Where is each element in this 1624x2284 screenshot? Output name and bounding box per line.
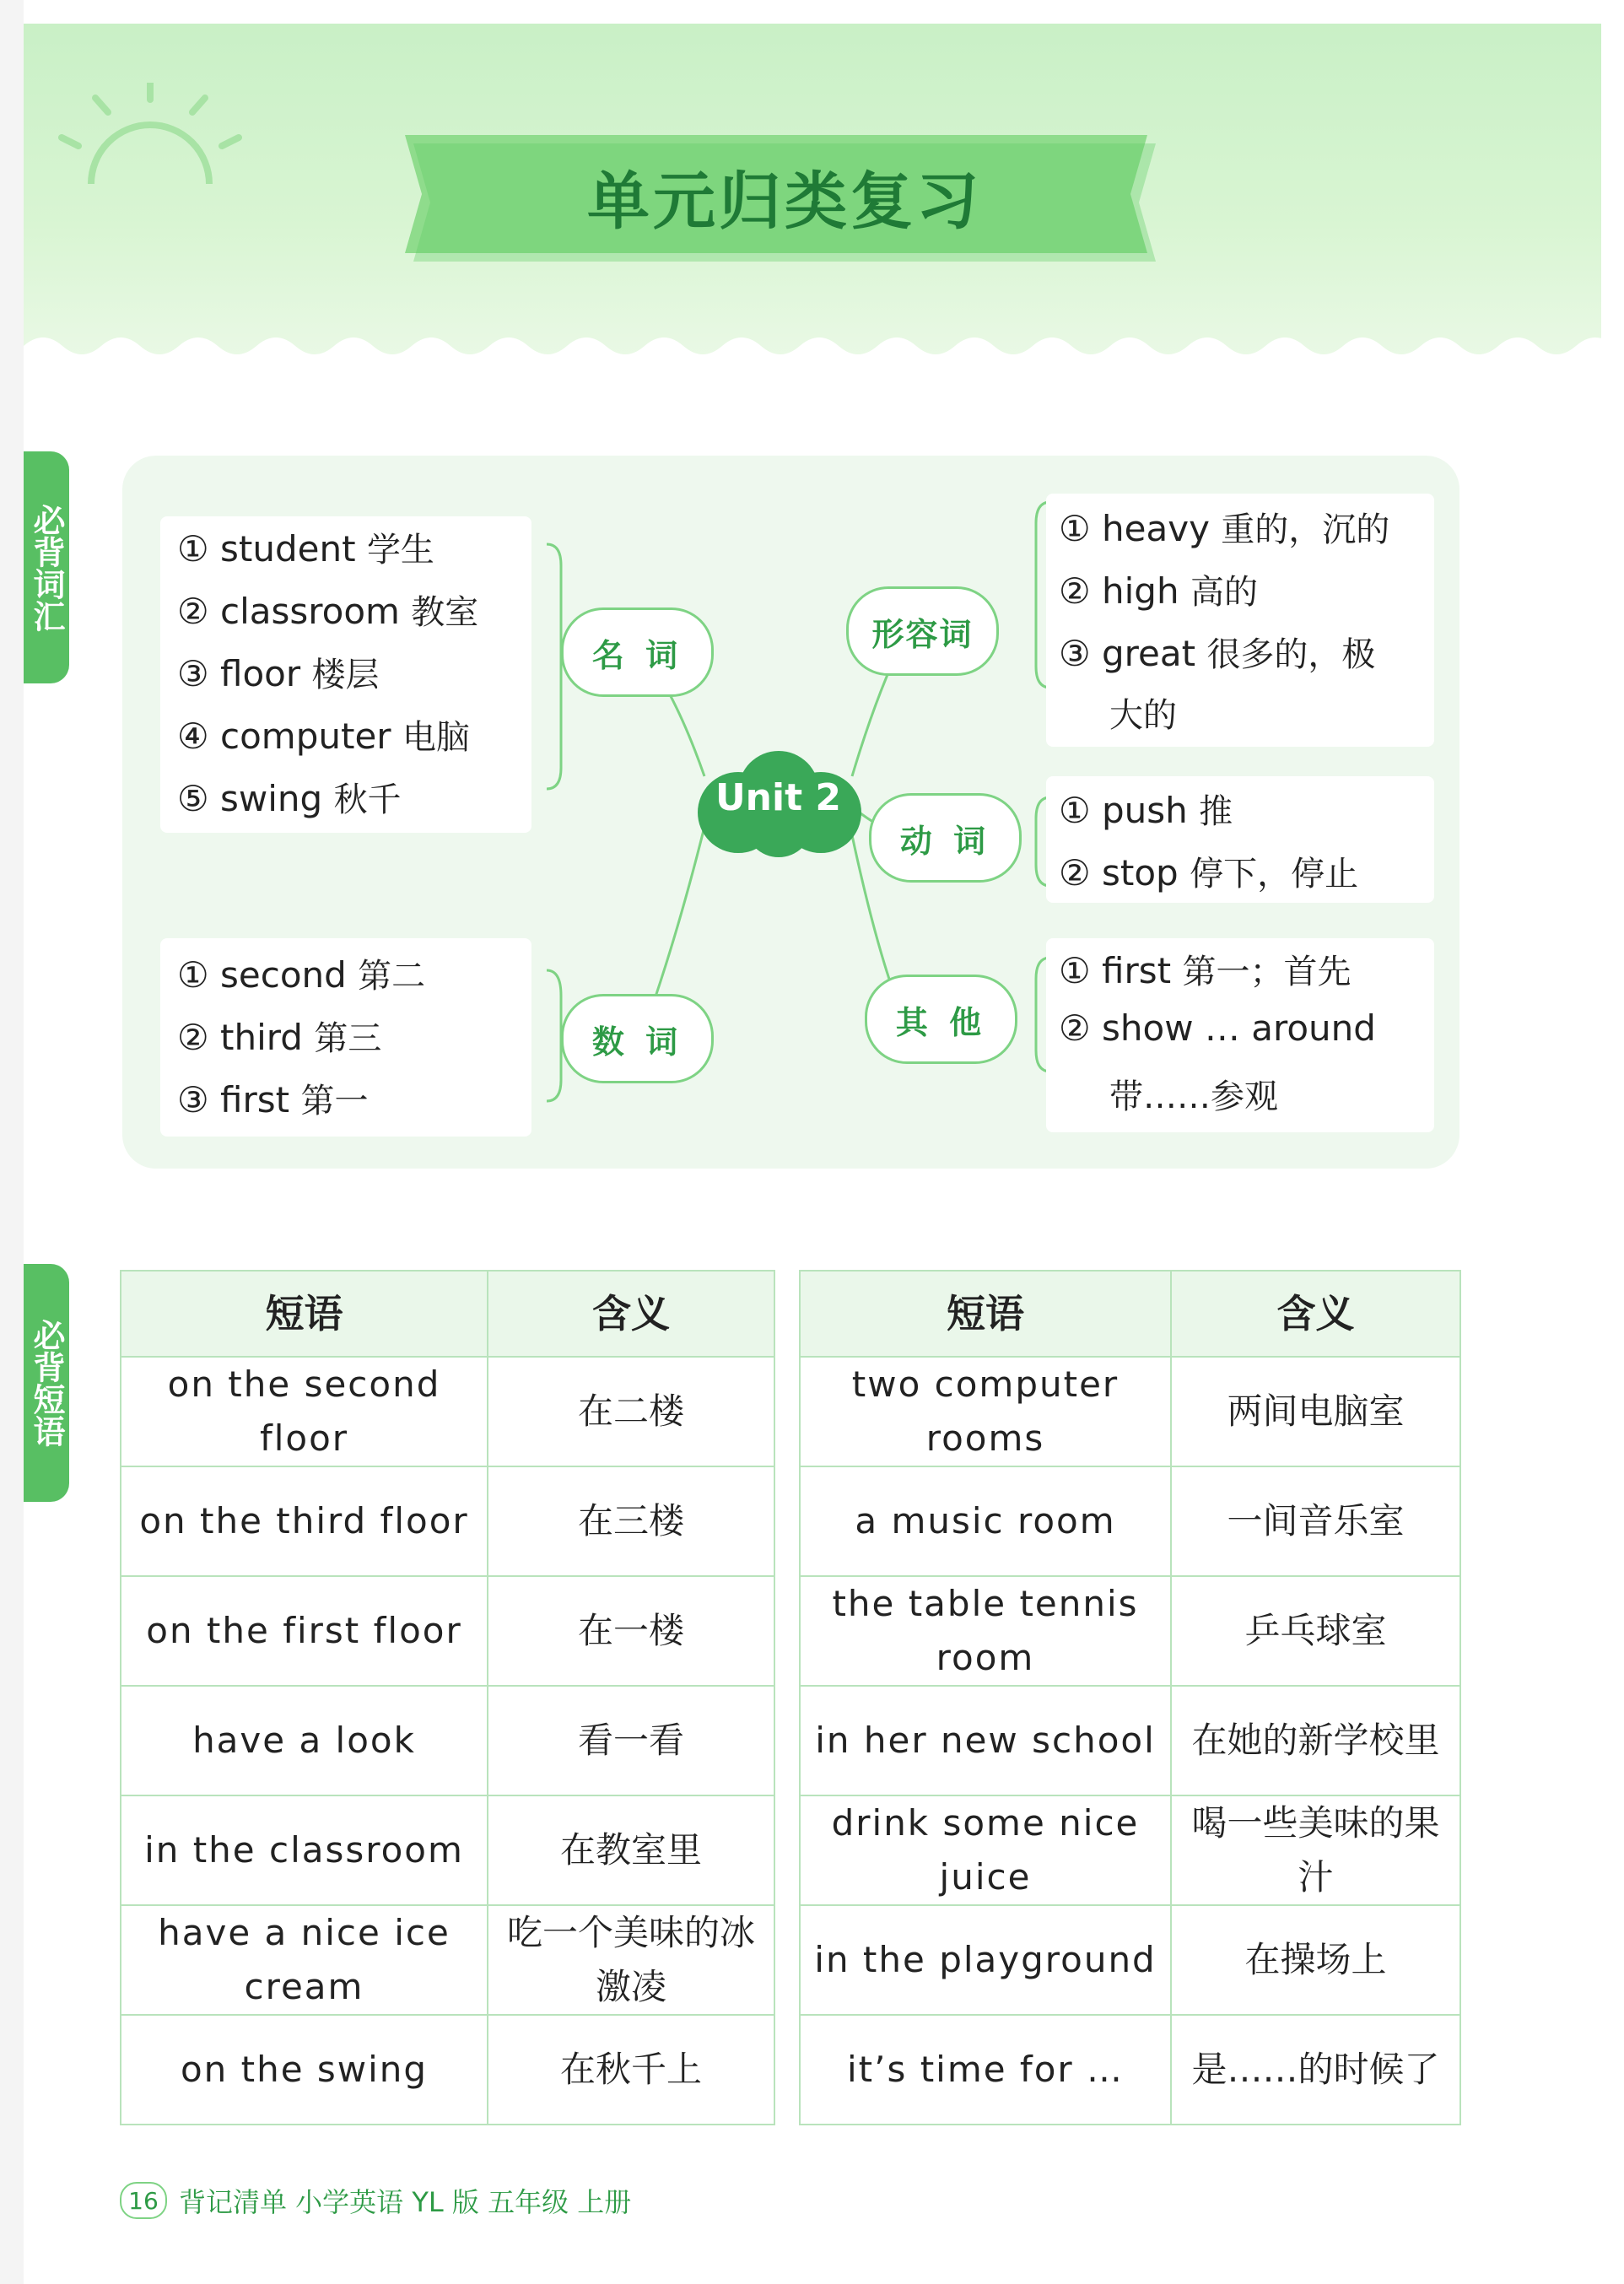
meaning-cell: 在她的新学校里 bbox=[1171, 1686, 1460, 1795]
meaning-cell: 看一看 bbox=[488, 1686, 774, 1795]
phrases-tab-label: 必背短语 bbox=[28, 1319, 65, 1447]
adjective-item: ① heavy 重的，沉的 bbox=[1059, 508, 1390, 549]
meaning-cell: 在操场上 bbox=[1171, 1905, 1460, 2015]
meaning-cell: 喝一些美味的果汁 bbox=[1171, 1795, 1460, 1905]
column-gap bbox=[774, 1795, 800, 1905]
phrase-cell: on the swing bbox=[121, 2015, 488, 2125]
others-label: 其 他 bbox=[865, 975, 1017, 1064]
phrase-table bbox=[120, 1270, 1461, 2125]
phrase-cell: in the classroom bbox=[121, 1795, 488, 1905]
numeral-item: ② third 第三 bbox=[177, 1017, 382, 1058]
numerals-label: 数 词 bbox=[561, 994, 714, 1083]
noun-item: ⑤ swing 秋千 bbox=[177, 778, 402, 819]
footer-text: 背记清单 小学英语 YL 版 五年级 上册 bbox=[179, 2186, 632, 2218]
table-row bbox=[121, 1905, 1460, 2015]
verb-item: ① push 推 bbox=[1059, 790, 1233, 831]
phrases-tab bbox=[24, 1264, 69, 1502]
page-title: 单元归类复习 bbox=[587, 165, 982, 238]
column-gap bbox=[774, 1466, 800, 1576]
adjective-continuation: 大的 bbox=[1109, 696, 1177, 735]
meaning-cell: 在一楼 bbox=[488, 1576, 774, 1686]
other-item: ② show … around bbox=[1059, 1007, 1376, 1049]
column-gap bbox=[774, 2015, 800, 2125]
unit-label: Unit 2 bbox=[715, 776, 842, 819]
table-header-row bbox=[121, 1271, 1460, 1357]
meaning-cell: 两间电脑室 bbox=[1171, 1357, 1460, 1466]
adjective-item: ③ great 很多的，极 bbox=[1059, 633, 1376, 674]
column-gap bbox=[774, 1357, 800, 1466]
phrase-cell: two computer rooms bbox=[800, 1357, 1171, 1466]
meaning-cell: 在二楼 bbox=[488, 1357, 774, 1466]
table-row bbox=[121, 1357, 1460, 1466]
meaning-cell: 乒乓球室 bbox=[1171, 1576, 1460, 1686]
header-phrase: 短语 bbox=[800, 1271, 1171, 1357]
header-meaning: 含义 bbox=[488, 1271, 774, 1357]
noun-item: ③ floor 楼层 bbox=[177, 653, 380, 694]
noun-item: ④ computer 电脑 bbox=[177, 715, 470, 757]
table-row bbox=[121, 1576, 1460, 1686]
table-row bbox=[121, 2015, 1460, 2125]
table-row bbox=[121, 1686, 1460, 1795]
numeral-item: ③ first 第一 bbox=[177, 1079, 369, 1120]
table-row bbox=[121, 1795, 1460, 1905]
phrase-cell: on the third floor bbox=[121, 1466, 488, 1576]
meaning-cell: 在三楼 bbox=[488, 1466, 774, 1576]
nouns-label: 名 词 bbox=[561, 607, 714, 697]
column-gap bbox=[774, 1271, 800, 1357]
phrase-cell: in the playground bbox=[800, 1905, 1171, 2015]
vocab-tab-label: 必背词汇 bbox=[28, 503, 65, 632]
meaning-cell: 是……的时候了 bbox=[1171, 2015, 1460, 2125]
phrase-cell: it’s time for … bbox=[800, 2015, 1171, 2125]
noun-item: ② classroom 教室 bbox=[177, 591, 479, 632]
verb-item: ② stop 停下，停止 bbox=[1059, 852, 1359, 894]
meaning-cell: 在教室里 bbox=[488, 1795, 774, 1905]
verbs-label: 动 词 bbox=[869, 793, 1022, 883]
column-gap bbox=[774, 1905, 800, 2015]
meaning-cell: 在秋千上 bbox=[488, 2015, 774, 2125]
phrase-cell: on the second floor bbox=[121, 1357, 488, 1466]
page-number: 16 bbox=[120, 2182, 167, 2219]
phrase-cell: the table tennis room bbox=[800, 1576, 1171, 1686]
phrase-cell: on the first floor bbox=[121, 1576, 488, 1686]
adjectives-label: 形容词 bbox=[846, 586, 999, 676]
other-continuation: 带……参观 bbox=[1109, 1077, 1278, 1116]
header-phrase: 短语 bbox=[121, 1271, 488, 1357]
meaning-cell: 一间音乐室 bbox=[1171, 1466, 1460, 1576]
phrase-cell: a music room bbox=[800, 1466, 1171, 1576]
footer bbox=[120, 2181, 631, 2220]
phrase-cell: in her new school bbox=[800, 1686, 1171, 1795]
column-gap bbox=[774, 1686, 800, 1795]
header-meaning: 含义 bbox=[1171, 1271, 1460, 1357]
noun-item: ① student 学生 bbox=[177, 528, 434, 570]
phrase-cell: drink some nice juice bbox=[800, 1795, 1171, 1905]
meaning-cell: 吃一个美味的冰激凌 bbox=[488, 1905, 774, 2015]
phrase-cell: have a nice ice cream bbox=[121, 1905, 488, 2015]
adjective-item: ② high 高的 bbox=[1059, 570, 1258, 612]
phrase-cell: have a look bbox=[121, 1686, 488, 1795]
table-row bbox=[121, 1466, 1460, 1576]
numeral-item: ① second 第二 bbox=[177, 954, 426, 996]
column-gap bbox=[774, 1576, 800, 1686]
other-item: ① first 第一；首先 bbox=[1059, 950, 1352, 991]
